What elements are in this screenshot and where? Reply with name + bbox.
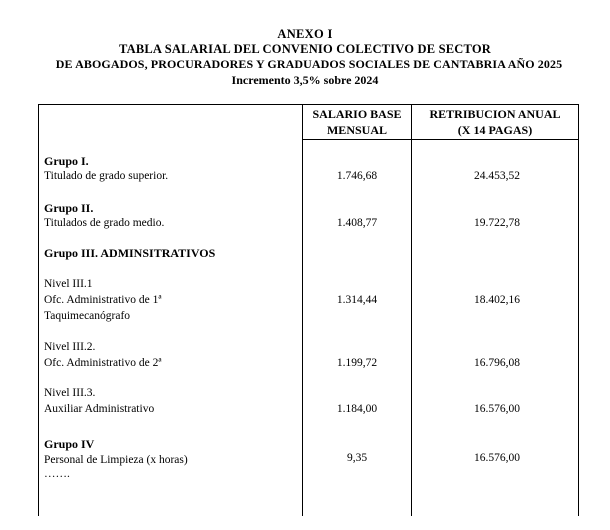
row-description-extra: ……. bbox=[44, 468, 70, 480]
row-description-extra: Taquimecanógrafo bbox=[44, 310, 131, 322]
row-salario-base: 1.314,44 bbox=[336, 294, 378, 306]
row-level-label: Nivel III.3. bbox=[44, 387, 96, 399]
column-header-salario-line1: SALARIO BASE bbox=[312, 107, 402, 121]
column-divider-2 bbox=[411, 104, 412, 516]
row-description: Titulado de grado superior. bbox=[44, 170, 169, 182]
table-title-line-1: TABLA SALARIAL DEL CONVENIO COLECTIVO DE SECTOR bbox=[119, 42, 491, 56]
column-divider-1 bbox=[302, 104, 303, 516]
row-description: Titulados de grado medio. bbox=[44, 217, 165, 229]
row-description: Auxiliar Administrativo bbox=[44, 403, 155, 415]
row-group-label: Grupo IV bbox=[44, 437, 95, 451]
table-title-line-2: DE ABOGADOS, PROCURADORES Y GRADUADOS SOCIALES DE CANTABRIA AÑO 2025 bbox=[55, 57, 563, 71]
row-salario-base: 1.746,68 bbox=[336, 170, 378, 182]
table-right-border bbox=[578, 104, 579, 516]
column-header-retribucion-line1: RETRIBUCION ANUAL bbox=[429, 107, 561, 121]
row-salario-base: 1.408,77 bbox=[336, 217, 378, 229]
row-salario-base: 1.199,72 bbox=[336, 357, 378, 369]
row-description: Ofc. Administrativo de 1ª bbox=[44, 294, 162, 306]
row-description: Ofc. Administrativo de 2ª bbox=[44, 357, 162, 369]
header-bottom-divider bbox=[302, 139, 579, 140]
row-retribucion-anual: 16.576,00 bbox=[474, 403, 520, 415]
row-description: Personal de Limpieza (x horas) bbox=[44, 454, 188, 466]
row-retribucion-anual: 24.453,52 bbox=[474, 170, 520, 182]
row-level-label: Nivel III.2. bbox=[44, 341, 96, 353]
row-retribucion-anual: 19.722,78 bbox=[474, 217, 520, 229]
table-left-border bbox=[38, 104, 39, 516]
row-group-label: Grupo II. bbox=[44, 201, 94, 215]
row-level-label: Nivel III.1 bbox=[44, 278, 93, 290]
annex-title: ANEXO I bbox=[277, 27, 333, 41]
column-header-retribucion-line2: (X 14 PAGAS) bbox=[457, 123, 533, 137]
section-heading-grupo-iii: Grupo III. ADMINSITRATIVOS bbox=[44, 246, 216, 260]
row-salario-base: 1.184,00 bbox=[336, 403, 378, 415]
row-retribucion-anual: 18.402,16 bbox=[474, 294, 520, 306]
row-retribucion-anual: 16.576,00 bbox=[474, 452, 520, 464]
row-salario-base: 9,35 bbox=[346, 452, 368, 464]
row-retribucion-anual: 16.796,08 bbox=[474, 357, 520, 369]
column-header-salario-base bbox=[303, 106, 411, 138]
row-group-label: Grupo I. bbox=[44, 154, 89, 168]
column-header-retribucion-anual bbox=[412, 106, 578, 138]
column-header-salario-line2: MENSUAL bbox=[326, 123, 387, 137]
increment-note: Incremento 3,5% sobre 2024 bbox=[231, 73, 379, 87]
